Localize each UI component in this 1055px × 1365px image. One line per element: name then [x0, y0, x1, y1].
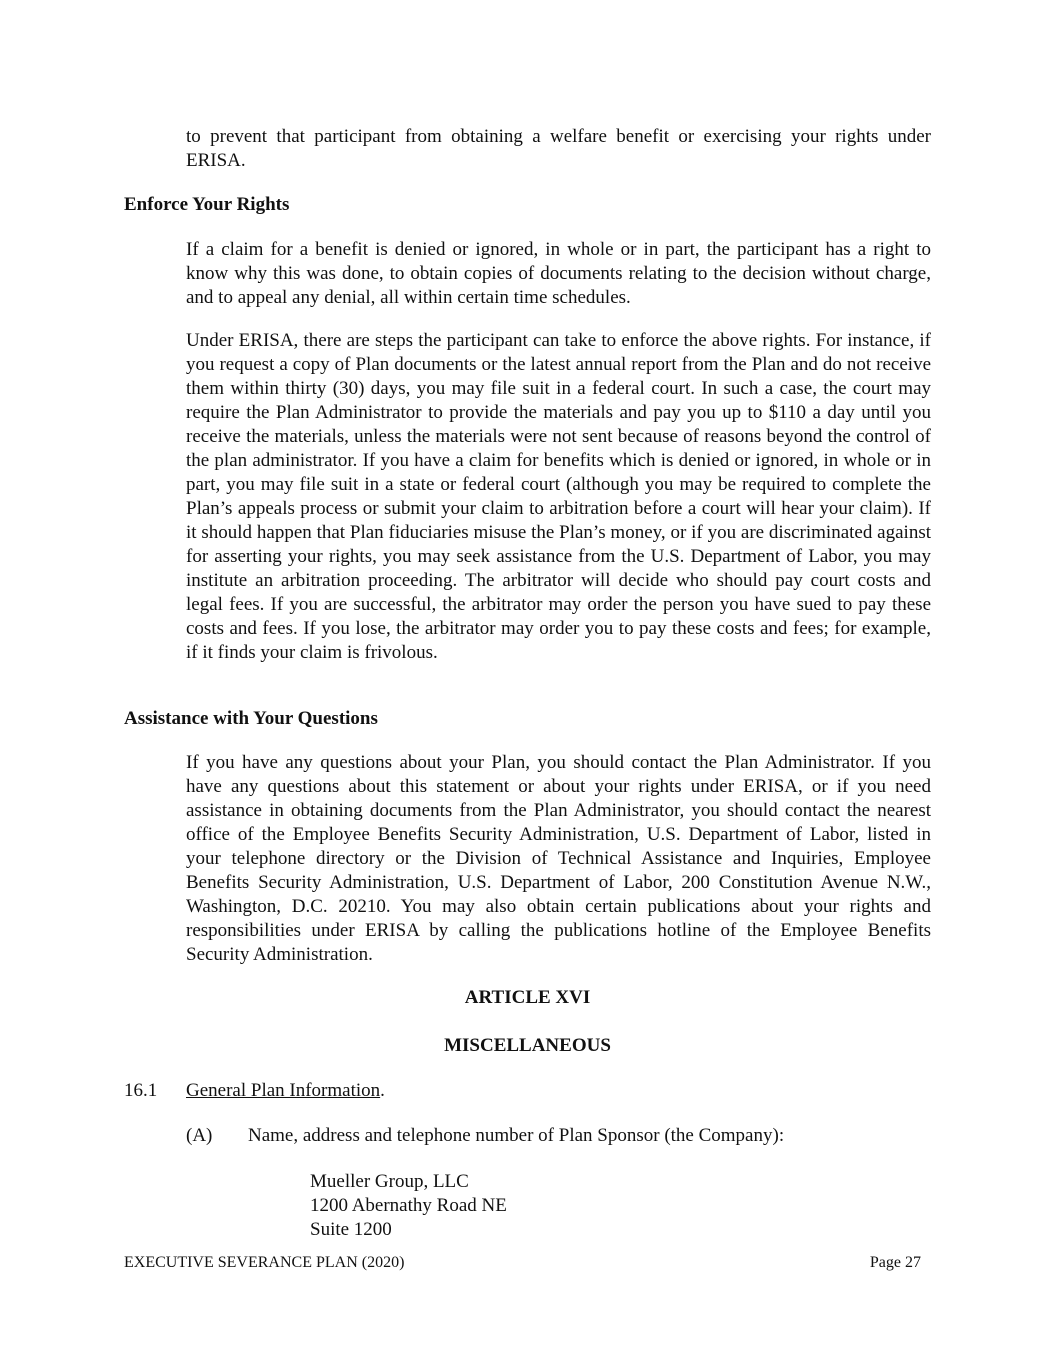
- enforce-rights-paragraph-2: Under ERISA, there are steps the participant can take to enforce the above rights. For instance, if you request a copy of Plan documents or the latest annual report from the Plan and do not receive them within thirty (30) days, you may file suit in a federal court. In such a case, the court may require the Plan Administrator to provide the materials and pay you up to $110 a day until you receive the materials, unless the materials were not sent because of reasons beyond the control of the plan administrator. If you have a claim for benefits which is denied or ignored, in whole or in part, you may file suit in a state or federal court (although you may be required to complete the Plan’s appeals process or submit your claim to arbitration before a court will hear your claim). If it should happen that Plan fiduciaries misuse the Plan’s money, or if you are discriminated against for asserting your rights, you may seek assistance from the U.S. Department of Labor, you may institute an arbitration proceeding. The arbitrator will decide who should pay court costs and legal fees. If you are successful, the arbitrator may order the person you have sued to pay these costs and fees. If you lose, the arbitrator may order you to pay these costs and fees; for example, if it finds your claim is frivolous.: [186, 330, 931, 663]
- continuation-paragraph: to prevent that participant from obtaining a welfare benefit or exercising your rights under ERISA.: [186, 126, 931, 171]
- enforce-rights-heading: Enforce Your Rights: [124, 194, 290, 215]
- footer-page-number: Page 27: [869, 1254, 921, 1271]
- section-title-text: General Plan Information: [186, 1080, 381, 1101]
- subsection-label: (A): [186, 1125, 213, 1146]
- article-number-heading: ARTICLE XVI: [464, 987, 591, 1008]
- section-number: 16.1: [124, 1080, 158, 1101]
- address-line-3: Suite 1200: [310, 1219, 392, 1240]
- section-title: [186, 1079, 385, 1103]
- section-title-period: .: [380, 1080, 385, 1101]
- article-title-heading: MISCELLANEOUS: [444, 1035, 611, 1056]
- assistance-heading: Assistance with Your Questions: [124, 708, 378, 729]
- address-line-2: 1200 Abernathy Road NE: [310, 1195, 507, 1216]
- footer-plan-name: EXECUTIVE SEVERANCE PLAN (2020): [124, 1254, 405, 1271]
- assistance-paragraph: If you have any questions about your Plan, you should contact the Plan Administrator. If you have any questions about this statement or about your rights under ERISA, or if you need assistance in obtaining documents from the Plan Administrator, you should contact the nearest office of the Employee Benefits Security Administration, U.S. Department of Labor, listed in your telephone directory or the Division of Technical Assistance and Inquiries, Employee Benefits Security Administration, U.S. Department of Labor, 200 Constitution Avenue N.W., Washington, D.C. 20210. You may also obtain certain publications about your rights and responsibilities under ERISA by calling the publications hotline of the Employee Benefits Security Administration.: [186, 752, 931, 965]
- address-line-1: Mueller Group, LLC: [310, 1171, 469, 1192]
- enforce-rights-paragraph-1: If a claim for a benefit is denied or ignored, in whole or in part, the participant has a right to know why this was done, to obtain copies of documents relating to the decision without charge, and to appeal any denial, all within certain time schedules.: [186, 239, 931, 308]
- subsection-text: Name, address and telephone number of Plan Sponsor (the Company):: [248, 1125, 785, 1146]
- sponsor-address: [310, 1170, 507, 1242]
